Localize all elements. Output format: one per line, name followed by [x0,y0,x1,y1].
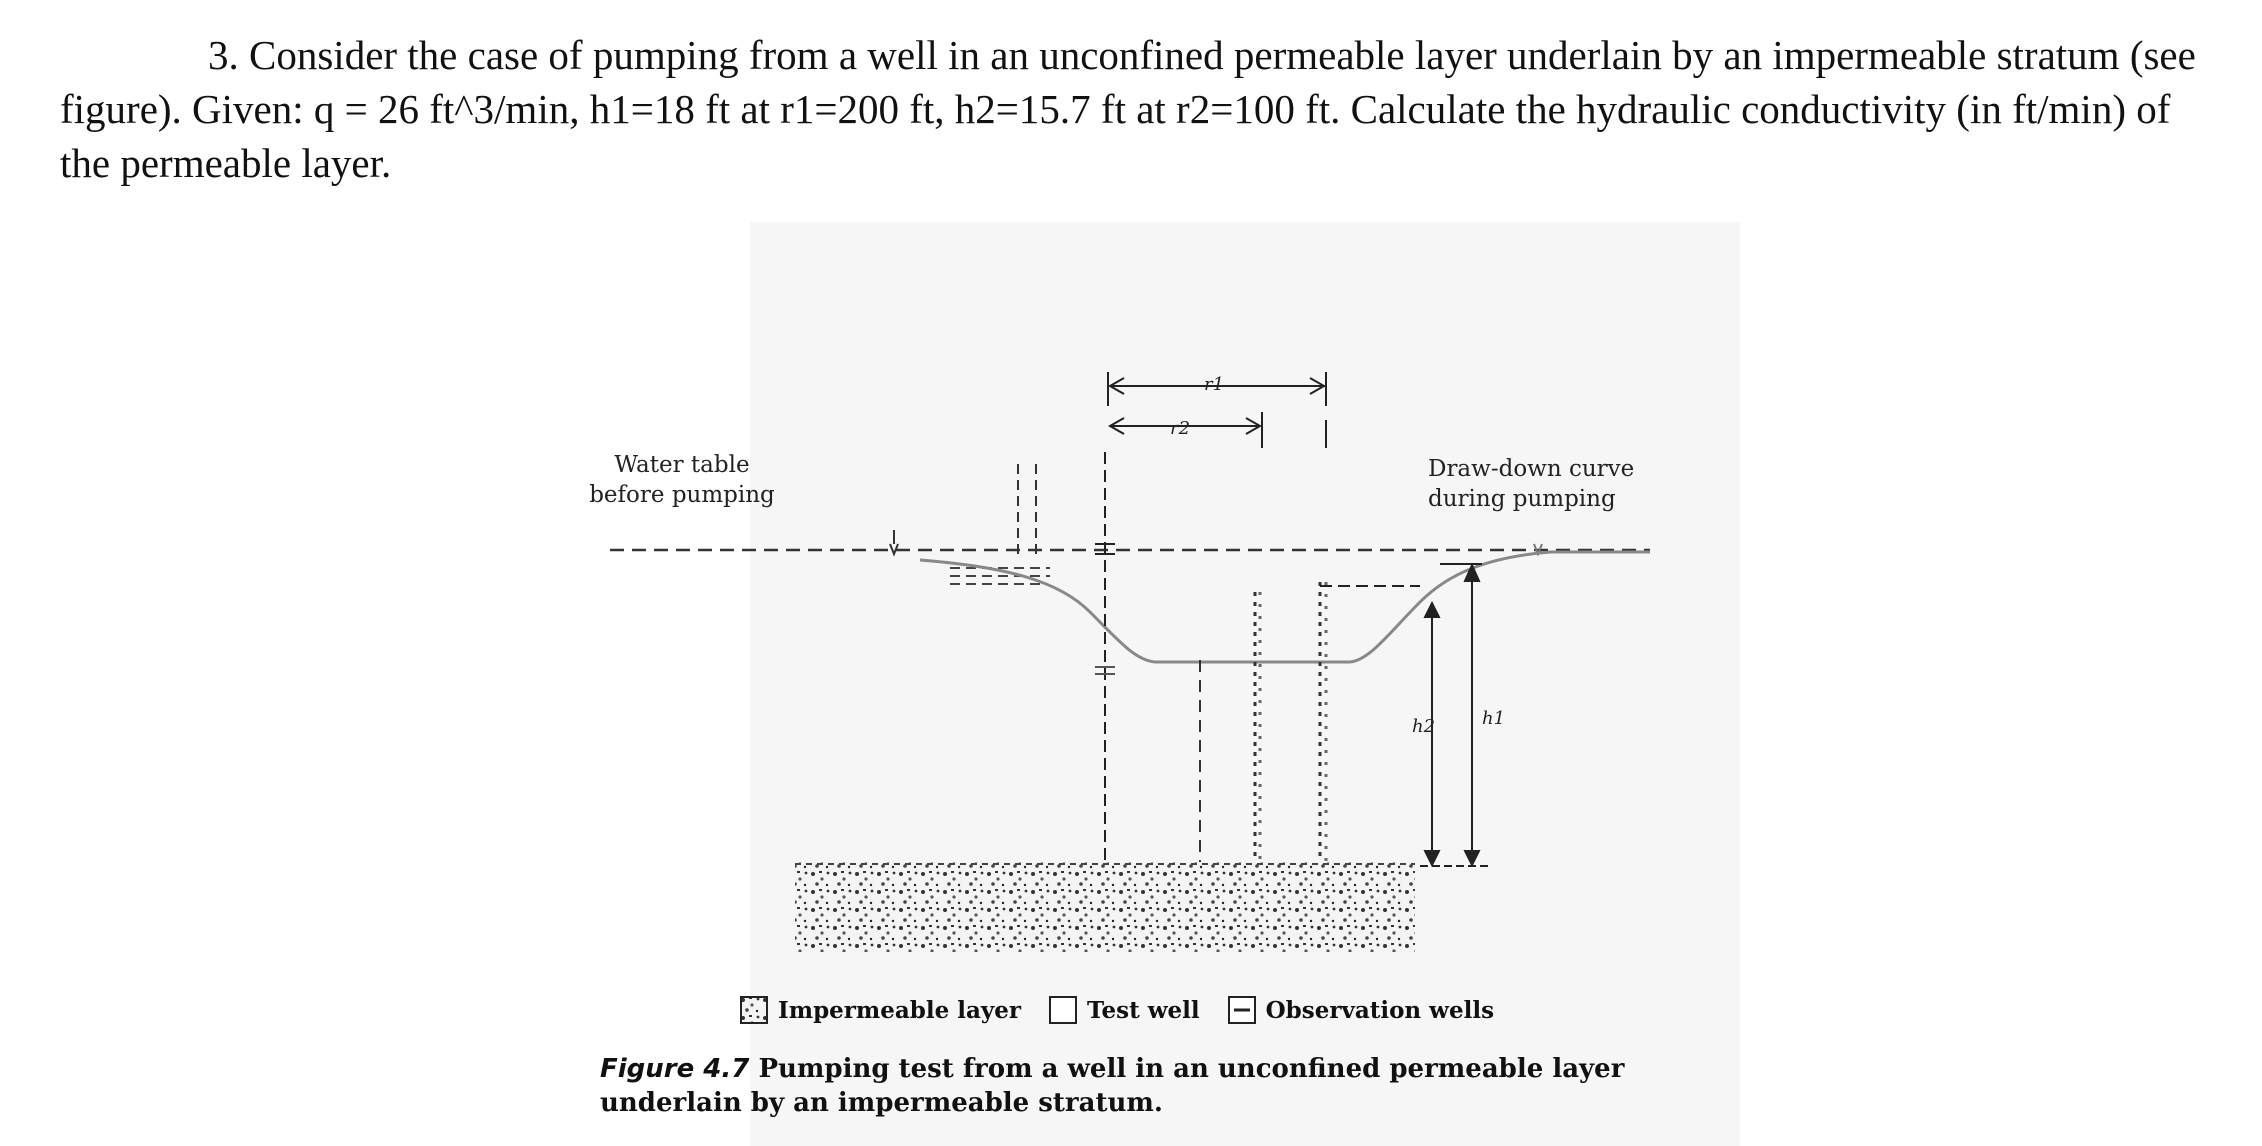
test-well-swatch-icon [1049,996,1077,1024]
problem-statement [60,28,2200,190]
legend-test-well [1049,996,1200,1024]
impermeable-layer [795,862,1415,952]
impermeable-swatch-icon [740,996,768,1024]
problem-number: 3. [208,32,239,78]
figure-legend [740,990,1522,1030]
legend-observation-label: Observation wells [1265,996,1495,1024]
water-table-label-line2: before pumping [589,482,775,508]
drawdown-label [1428,454,1634,514]
legend-observation [1228,996,1494,1024]
legend-impermeable-label: Impermeable layer [778,996,1022,1024]
h2-label: h2 [1412,716,1436,737]
r1-label: r1 [1204,374,1225,395]
problem-text: Consider the case of pumping from a well in an unconfined permeable layer underlain by an impermeable stratum (see figure). Given: q = 26 ft^3/min, h1=18 ft at r1=200 ft, h2=15.7 ft at r2=100 ft. Calculate the hydraulic conductivity (in ft/min) of the permeable layer. [60,32,2196,186]
caption-number: Figure 4.7 [600,1054,750,1084]
h1-label: h1 [1482,708,1506,729]
caption-text: Pumping test from a well in an unconfined permeable layer underlain by an impermeable stratum. [600,1054,1625,1118]
pumping-test-figure [590,222,1740,1146]
water-table-label-line1: Water table [614,452,750,478]
drawdown-label-line2: during pumping [1428,486,1616,512]
r2-label: r2 [1170,418,1191,439]
drawdown-label-line1: Draw-down curve [1428,456,1635,482]
figure-caption [600,1052,1720,1120]
legend-test-well-label: Test well [1087,996,1200,1024]
legend-impermeable [740,996,1021,1024]
water-table-label [582,450,782,510]
observation-swatch-icon [1228,996,1256,1024]
